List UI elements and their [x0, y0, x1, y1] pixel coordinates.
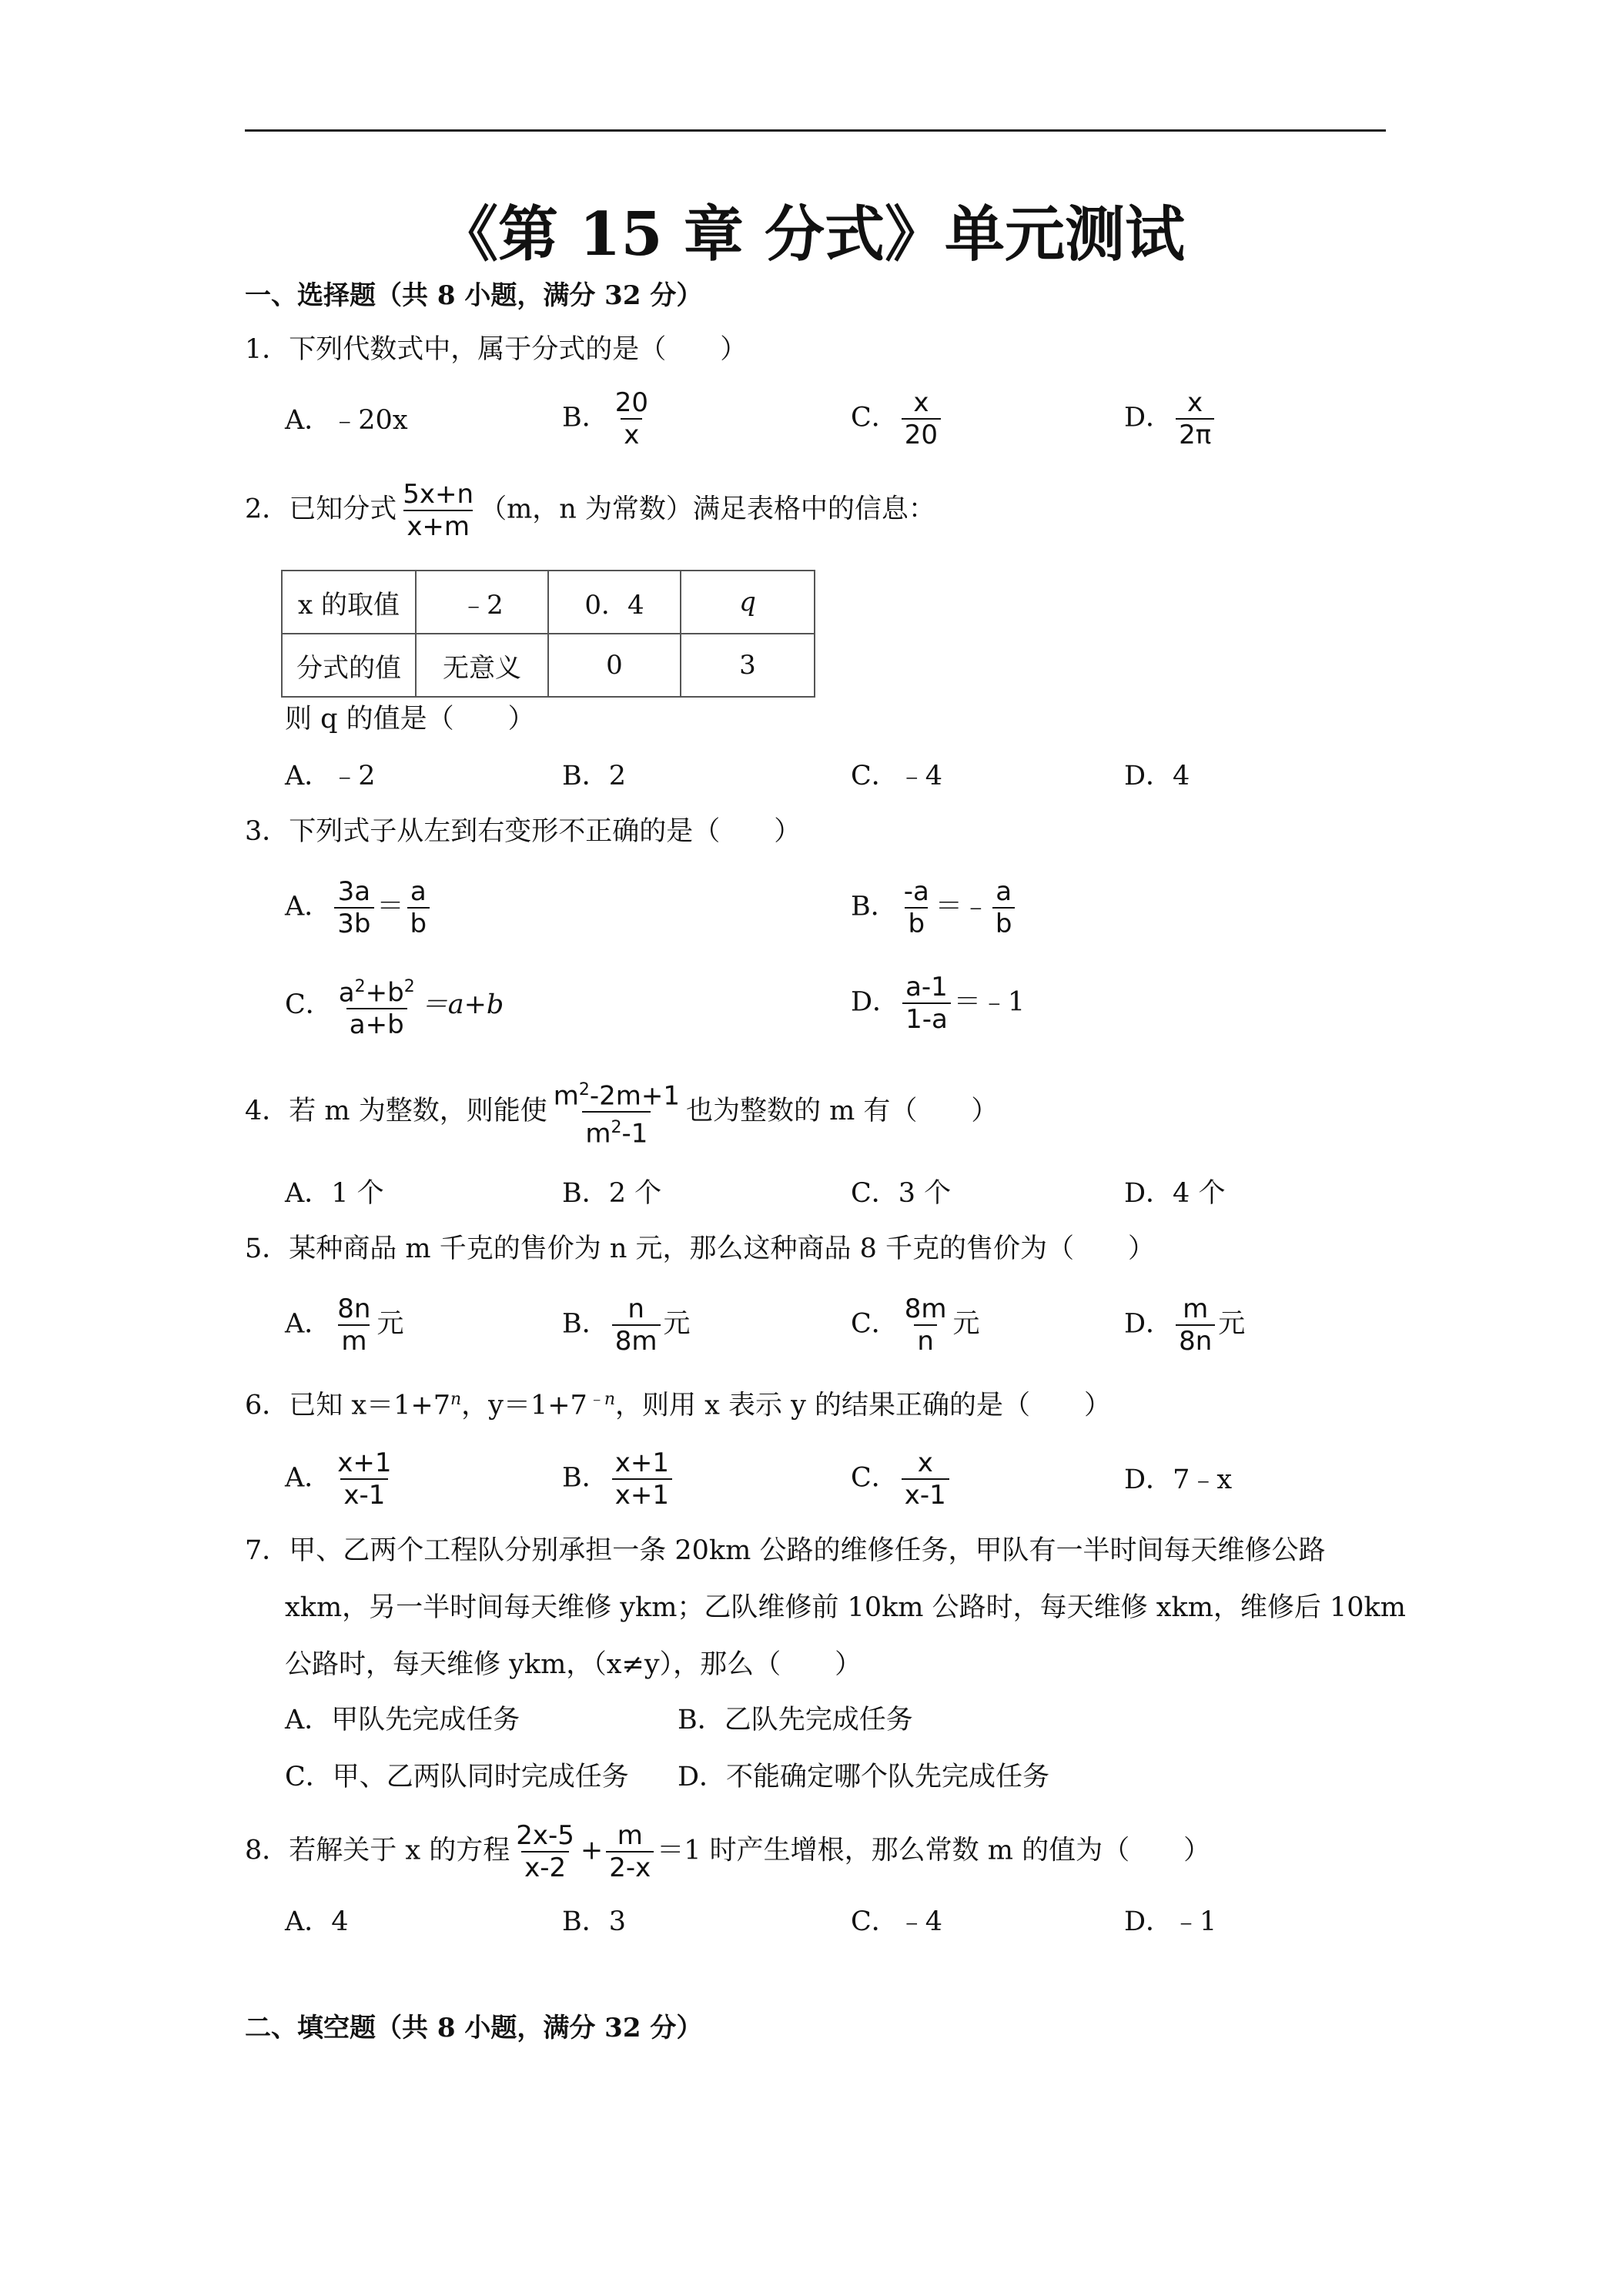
q1-option-d: D． $\frac{x}{2\pi}$: [1124, 387, 1217, 450]
header-rule: [245, 129, 1386, 132]
q8-option-a: A．4: [285, 1906, 349, 1937]
q2-option-c: C．﹣4: [851, 761, 943, 792]
q7-option-c: C．甲、乙两队同时完成任务: [285, 1762, 629, 1792]
q2-option-d: D．4: [1124, 761, 1190, 792]
q2-option-a: A．﹣2: [285, 761, 376, 792]
q4-option-a: A．1 个: [285, 1178, 384, 1209]
page-title: 《第 15 章 分式》单元测试: [437, 199, 1185, 269]
q2-fraction: $\frac{5x+n}{x+m}$: [403, 479, 474, 542]
q8-option-b: B．3: [562, 1906, 626, 1937]
q4-option-c: C．3 个: [851, 1178, 952, 1209]
q8-stem: 8．若解关于 x 的方程 $\frac{2x-5}{x-2}$ + $\frac{m}{2-x}$ ＝1 时产生增根，那么常数 m 的值为（ ）: [245, 1820, 1211, 1883]
q6-stem: 6．已知 $x=1+7^n$，$y=1+7^{﹣n}$，则用 x 表示 y 的结果正确的是（ ）: [245, 1390, 1111, 1421]
q1-option-b: B． $\frac{20}{x}$: [562, 387, 654, 450]
q7-line-2: xkm，另一半时间每天维修 ykm；乙队维修前 10km 公路时，每天维修 xkm，维修后 10km: [285, 1592, 1406, 1623]
table-cell: 3: [681, 634, 815, 697]
q6-option-c: C． $\frac{x}{x-1}$: [851, 1448, 952, 1511]
q4-fraction: $\frac{m^2-2m+1}{m^2-1}$: [553, 1080, 680, 1150]
table-row: [282, 571, 815, 634]
q1-b-fraction: $\frac{20}{x}$: [614, 387, 648, 450]
q7-option-d: D．不能确定哪个队先完成任务: [678, 1762, 1050, 1792]
q1-d-fraction: $\frac{x}{2\pi}$: [1176, 387, 1214, 450]
q7-line-1: 7．甲、乙两个工程队分别承担一条 20km 公路的维修任务，甲队有一半时间每天维修公路: [245, 1535, 1326, 1566]
table-cell: q: [681, 571, 815, 634]
q4-stem: 4．若 m 为整数，则能使 $\frac{m^2-2m+1}{m^2-1}$ 也为整数的 m 有（ ）: [245, 1075, 998, 1150]
q5-option-a: A． $\frac{8n}{m}$ 元: [285, 1294, 404, 1357]
q2-option-b: B．2: [562, 761, 626, 792]
table-row: [282, 634, 815, 697]
q6-option-b: B． $\frac{x+1}{x+1}$: [562, 1448, 675, 1511]
q4-option-b: B．2 个: [562, 1178, 662, 1209]
q2-stem: 2．已知分式 $\frac{5x+n}{x+m}$ （m，n 为常数）满足表格中的信息：: [245, 479, 935, 542]
q7-line-3: 公路时，每天维修 ykm，（x≠y），那么（ ）: [285, 1649, 862, 1680]
q3-option-c: C． $\frac{a^2+b^2}{a+b}$ ＝a+b: [285, 977, 504, 1041]
q3-option-d: D． $\frac{a-1}{1-a}$ ＝﹣1: [851, 972, 1026, 1035]
section-1-heading: 一、选择题（共 8 小题，满分 32 分）: [245, 280, 703, 311]
q5-option-d: D． $\frac{m}{8n}$ 元: [1124, 1294, 1246, 1357]
table-cell: 0．4: [548, 571, 681, 634]
q5-stem: 5．某种商品 m 千克的售价为 n 元，那么这种商品 8 千克的售价为（ ）: [245, 1233, 1156, 1264]
q2-follow-up: 则 q 的值是（ ）: [285, 704, 535, 735]
table-cell: 无意义: [416, 634, 548, 697]
q1-option-c: C． $\frac{x}{20}$: [851, 387, 944, 450]
q8-option-d: D．﹣1: [1124, 1906, 1217, 1937]
table-cell: x 的取值: [282, 571, 416, 634]
q3-option-a: A． $\frac{3a}{3b}$ ＝ $\frac{a}{b}$: [285, 876, 433, 939]
q1-option-a: A．﹣20x: [285, 405, 408, 436]
q3-stem: 3．下列式子从左到右变形不正确的是（ ）: [245, 816, 801, 847]
q1-stem: 1．下列代数式中，属于分式的是（ ）: [245, 334, 748, 365]
q1-c-fraction: $\frac{x}{20}$: [902, 387, 941, 450]
table-cell: 0: [548, 634, 681, 697]
table-cell: 分式的值: [282, 634, 416, 697]
q5-option-c: C． $\frac{8m}{n}$ 元: [851, 1294, 980, 1357]
section-2-heading: 二、填空题（共 8 小题，满分 32 分）: [245, 2013, 703, 2043]
q4-option-d: D．4 个: [1124, 1178, 1226, 1209]
q7-option-a: A．甲队先完成任务: [285, 1705, 520, 1735]
q5-option-b: B． $\frac{n}{8m}$ 元: [562, 1294, 691, 1357]
table-cell: ﹣2: [416, 571, 548, 634]
q7-option-b: B．乙队先完成任务: [678, 1705, 913, 1735]
q3-option-b: B． $\frac{-a}{b}$ ＝﹣ $\frac{a}{b}$: [851, 876, 1018, 939]
q2-info-table: [281, 570, 815, 698]
q8-option-c: C．﹣4: [851, 1906, 943, 1937]
q6-option-d: D．7﹣x: [1124, 1464, 1233, 1495]
q6-option-a: A． $\frac{x+1}{x-1}$: [285, 1448, 392, 1511]
